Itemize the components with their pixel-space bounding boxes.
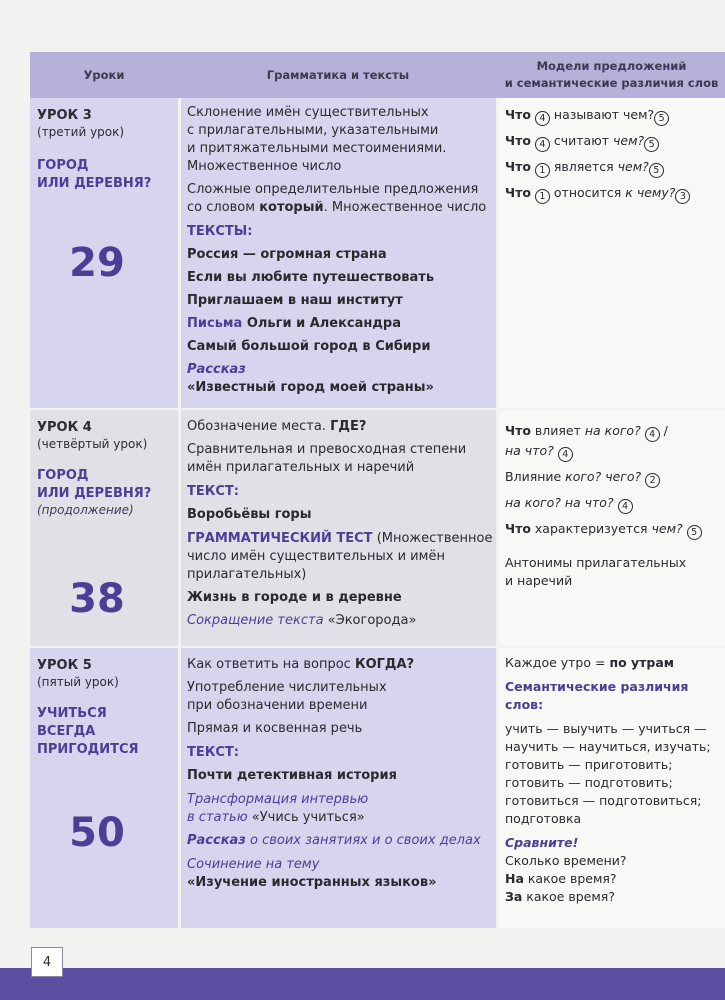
lesson-topic: ГОРОД ИЛИ ДЕРЕВНЯ? (37, 158, 152, 192)
semantic-heading: Семантические различия слов: (505, 679, 689, 712)
text-item: Воробьёвы горы (187, 507, 312, 522)
lesson-subtitle: (пятый урок) (37, 675, 119, 689)
lesson-topic: УЧИТЬСЯ ВСЕГДА ПРИГОДИТСЯ (37, 706, 139, 758)
lesson-topic: ГОРОД ИЛИ ДЕРЕВНЯ? (37, 468, 152, 502)
sentence-model: Что 1 относится к чему? 3 (505, 184, 725, 204)
compare-heading: Сравните! (505, 835, 579, 850)
case-number-icon: 5 (649, 163, 664, 178)
case-number-icon: 5 (654, 111, 669, 126)
lesson-3-row (30, 98, 725, 408)
text-item: «Известный город моей страны» (187, 380, 434, 395)
text-item: Рассказ о своих занятиях и о своих делах (187, 833, 481, 848)
footer-bar (0, 968, 725, 1000)
grammar-item: Употребление числительных при обозначении времени (187, 680, 387, 713)
sentence-model: Что 4 называют чем? 5 (505, 106, 725, 126)
lesson-subtitle: (третий урок) (37, 125, 125, 139)
text-item: Самый большой город в Сибири (187, 339, 431, 354)
header-grammar: Грамматика и тексты (266, 67, 410, 82)
lesson-4-models (499, 410, 725, 646)
case-number-icon: 4 (535, 137, 550, 152)
text-item: Письма Ольги и Александра (187, 316, 401, 331)
grammar-test: ГРАММАТИЧЕСКИЙ ТЕСТ (Множественное число имён существительных и имён прилагательных) (187, 531, 493, 582)
texts-heading: ТЕКСТЫ: (187, 224, 253, 239)
text-item: Рассказ (187, 362, 246, 377)
text-heading: ТЕКСТ: (187, 745, 239, 760)
page-number: 4 (31, 947, 63, 977)
antonyms-note: Антонимы прилагательных и наречий (505, 555, 687, 588)
compare-list: Сколько времени? На какое время? За какое время? (505, 853, 627, 904)
sentence-model: Влияние кого? чего? 2 (505, 468, 725, 488)
sentence-model: Что 4 считают чем? 5 (505, 132, 725, 152)
lesson-5-models (499, 648, 725, 928)
lesson-page-number: 50 (69, 810, 125, 856)
lesson-subtitle: (четвёртый урок) (37, 437, 148, 451)
sentence-model: Что 1 является чем? 5 (505, 158, 725, 178)
sentence-model: Что влияет на кого? 4 / на что? 4 (505, 423, 668, 460)
lesson-4-cell (30, 410, 178, 646)
grammar-item: Сложные определительные предложения со словом который. Множественное число (187, 182, 487, 215)
lesson-3-cell (30, 98, 178, 408)
case-number-icon: 3 (675, 189, 690, 204)
text-heading: ТЕКСТ: (187, 484, 239, 499)
grammar-item: Склонение имён существительных с прилагательными, указательными и притяжательными местоимениями. Множественное число (187, 105, 447, 174)
text-item: Почти детективная история (187, 768, 397, 783)
lesson-5-row (30, 648, 725, 928)
table-header (30, 52, 725, 98)
text-item: Сочинение на тему «Изучение иностранных языков» (187, 857, 437, 890)
case-number-icon: 5 (644, 137, 659, 152)
case-number-icon: 4 (535, 111, 550, 126)
case-number-icon: 2 (645, 473, 660, 488)
lesson-title: УРОК 5 (37, 658, 92, 673)
lesson-5-cell (30, 648, 178, 928)
text-item: Если вы любите путешествовать (187, 270, 435, 285)
case-number-icon: 4 (645, 427, 660, 442)
grammar-item: Как ответить на вопрос КОГДА? (187, 657, 415, 672)
text-item: Жизнь в городе и в деревне (187, 590, 402, 605)
lesson-page-number: 29 (69, 240, 125, 286)
lesson-3-models (499, 98, 725, 408)
grammar-item: Сравнительная и превосходная степени имён прилагательных и наречий (187, 442, 467, 475)
case-number-icon: 1 (535, 189, 550, 204)
sentence-model: Что характеризуется чем? 5 (505, 520, 725, 540)
case-number-icon: 4 (558, 447, 573, 462)
lesson-note: (продолжение) (37, 503, 134, 518)
text-item: Трансформация интервью в статью «Учись учиться» (187, 792, 369, 825)
sentence-model: Каждое утро = по утрам (505, 655, 675, 670)
lesson-page-number: 38 (69, 576, 125, 622)
lesson-4-row (30, 410, 725, 646)
case-number-icon: 1 (535, 163, 550, 178)
text-item: Приглашаем в наш институт (187, 293, 403, 308)
case-number-icon: 4 (618, 499, 633, 514)
lesson-title: УРОК 3 (37, 108, 92, 123)
header-models: Модели предложений и семантические различия слов (504, 59, 719, 90)
text-item: Сокращение текста «Экогорода» (187, 613, 417, 628)
grammar-item: Прямая и косвенная речь (187, 721, 363, 736)
lesson-title: УРОК 4 (37, 420, 92, 435)
lesson-3-grammar (181, 98, 496, 408)
grammar-item: Обозначение места. ГДЕ? (187, 419, 367, 434)
word-list: учить — выучить — учиться — научить — научиться, изучать; готовить — приготовить; готовить — подготовить; готовиться — подготовиться; подготовка (505, 721, 711, 826)
sentence-model: на кого? на что? 4 (505, 494, 725, 514)
lesson-5-grammar (181, 648, 496, 928)
text-item: Россия — огромная страна (187, 247, 387, 262)
header-lessons: Уроки (83, 67, 125, 82)
case-number-icon: 5 (687, 525, 702, 540)
lesson-4-grammar (181, 410, 496, 646)
